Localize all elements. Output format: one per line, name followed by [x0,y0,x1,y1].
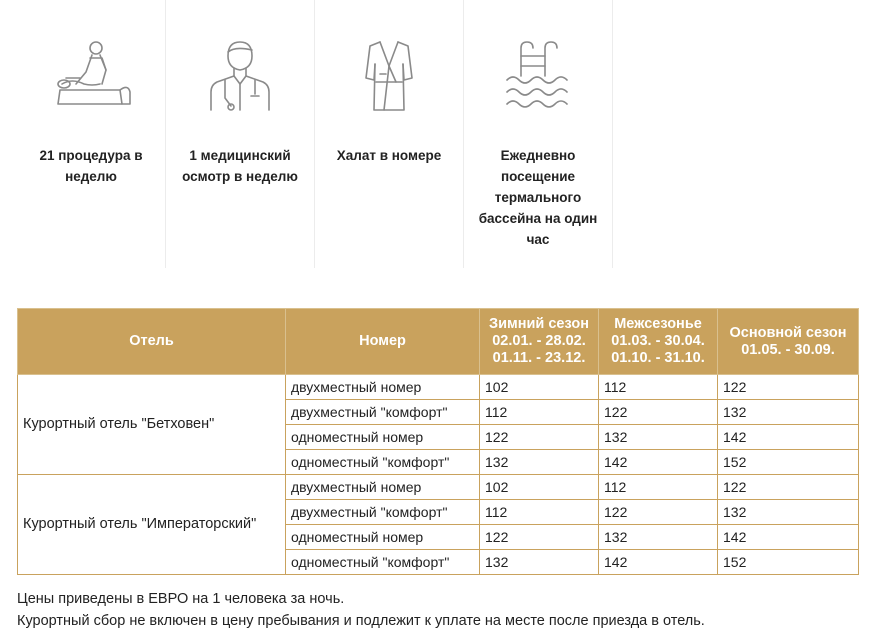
winter-title: Зимний сезон [489,316,589,332]
header-hotel: Отель [18,309,286,375]
table-header-row [18,309,859,375]
price-winter: 122 [480,425,599,450]
feature-bathrobe-text: Халат в номере [336,148,442,163]
hotel-name: Курортный отель "Императорский" [18,475,286,575]
feature-medical [166,0,315,268]
header-winter [480,309,599,375]
winter-dates-1: 02.01. - 28.02. [492,333,586,349]
room-type: одноместный "комфорт" [286,550,480,575]
table-row [18,475,859,500]
table-row [18,375,859,400]
price-winter: 102 [480,475,599,500]
bathrobe-icon [315,38,463,112]
feature-pool-text: Ежедневно посещение термального бассейна на один час [478,148,598,247]
pool-icon [464,38,612,112]
price-winter: 112 [480,500,599,525]
notes [17,588,705,632]
note-resort-fee: Курортный сбор не включен в цену пребывания и подлежит к уплате на месте после приезда в отель. [17,613,705,629]
feature-procedures-text: 21 процедура в неделю [39,148,143,184]
price-mid: 142 [599,450,718,475]
price-winter: 132 [480,450,599,475]
price-mid: 132 [599,425,718,450]
price-main: 122 [718,475,859,500]
room-type: одноместный номер [286,425,480,450]
price-main: 152 [718,550,859,575]
main-title: Основной сезон [729,324,847,341]
mid-dates-1: 01.03. - 30.04. [611,333,705,349]
feature-medical-text: 1 медицинский осмотр в неделю [182,148,298,184]
price-mid: 132 [599,525,718,550]
room-type: двухместный "комфорт" [286,400,480,425]
price-main: 122 [718,375,859,400]
main-dates-1: 01.05. - 30.09. [741,341,835,358]
price-winter: 102 [480,375,599,400]
room-type: двухместный номер [286,475,480,500]
feature-bathrobe [315,0,464,268]
room-type: одноместный "комфорт" [286,450,480,475]
price-mid: 142 [599,550,718,575]
price-mid: 122 [599,500,718,525]
doctor-icon [166,38,314,112]
winter-dates-2: 01.11. - 23.12. [492,350,586,366]
feature-pool [464,0,613,268]
price-main: 132 [718,400,859,425]
features-row [17,0,613,268]
price-main: 142 [718,525,859,550]
header-main [718,309,859,375]
room-type: двухместный "комфорт" [286,500,480,525]
header-mid [599,309,718,375]
room-type: одноместный номер [286,525,480,550]
price-winter: 112 [480,400,599,425]
room-type: двухместный номер [286,375,480,400]
price-main: 152 [718,450,859,475]
mid-dates-2: 01.10. - 31.10. [611,350,705,366]
mid-title: Межсезонье [614,316,702,332]
price-table [17,308,859,575]
price-main: 132 [718,500,859,525]
price-mid: 112 [599,375,718,400]
feature-procedures [17,0,166,268]
price-mid: 112 [599,475,718,500]
price-winter: 132 [480,550,599,575]
price-winter: 122 [480,525,599,550]
note-currency: Цены приведены в ЕВРО на 1 человека за ночь. [17,591,345,607]
header-room: Номер [286,309,480,375]
hotel-name: Курортный отель "Бетховен" [18,375,286,475]
price-main: 142 [718,425,859,450]
massage-icon [17,38,165,112]
price-mid: 122 [599,400,718,425]
